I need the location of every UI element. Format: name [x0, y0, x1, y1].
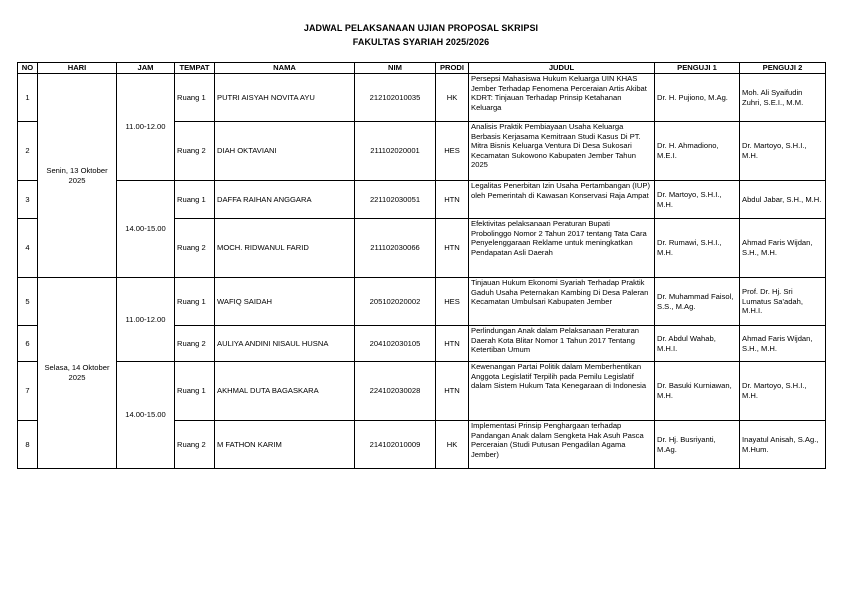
- room-cell: Ruang 2: [175, 421, 215, 469]
- examiner-1: Dr. Hj. Busriyanti, M.Ag.: [655, 421, 740, 469]
- examiner-2: Abdul Jabar, S.H., M.H.: [740, 181, 826, 219]
- study-program: HTN: [436, 181, 469, 219]
- examiner-2: Ahmad Faris Wijdan, S.H., M.H.: [740, 326, 826, 362]
- student-nim: 204102030105: [355, 326, 436, 362]
- student-name: DIAH OKTAVIANI: [215, 122, 355, 181]
- study-program: HK: [436, 74, 469, 122]
- row-no: 3: [18, 181, 38, 219]
- room-cell: Ruang 1: [175, 181, 215, 219]
- time-cell: 14.00-15.00: [117, 181, 175, 278]
- study-program: HTN: [436, 362, 469, 421]
- table-header-row: [18, 63, 826, 74]
- thesis-title: Analisis Praktik Pembiayaan Usaha Keluarga Berbasis Kerjasama Kemitraan Studi Kasus Di PT. Mitra Bisnis Keluarga Ventura Di Desa Sukosari Kecamatan Sukowono Kabupaten Jember Tahun 2025: [469, 122, 655, 181]
- column-header-hari: HARI: [38, 63, 117, 74]
- student-nim: 211102030066: [355, 219, 436, 278]
- room-cell: Ruang 1: [175, 74, 215, 122]
- examiner-1: Dr. Basuki Kurniawan, M.H.: [655, 362, 740, 421]
- examiner-2: Moh. Ali Syaifudin Zuhri, S.E.I., M.M.: [740, 74, 826, 122]
- table-row: [18, 181, 826, 219]
- student-name: M FATHON KARIM: [215, 421, 355, 469]
- examiner-2: Dr. Martoyo, S.H.I., M.H.: [740, 122, 826, 181]
- student-name: MOCH. RIDWANUL FARID: [215, 219, 355, 278]
- examiner-2: Inayatul Anisah, S.Ag., M.Hum.: [740, 421, 826, 469]
- row-no: 8: [18, 421, 38, 469]
- row-no: 1: [18, 74, 38, 122]
- student-nim: 205102020002: [355, 278, 436, 326]
- row-no: 6: [18, 326, 38, 362]
- student-nim: 214102010009: [355, 421, 436, 469]
- column-header-tempat: TEMPAT: [175, 63, 215, 74]
- time-cell: 14.00-15.00: [117, 362, 175, 469]
- examiner-2: Dr. Martoyo, S.H.I., M.H.: [740, 362, 826, 421]
- thesis-title: Implementasi Prinsip Penghargaan terhadap Pandangan Anak dalam Sengketa Hak Asuh Pasca Perceraian (Studi Putusan Pengadilan Agama Jember): [469, 421, 655, 469]
- examiner-1: Dr. Rumawi, S.H.I., M.H.: [655, 219, 740, 278]
- row-no: 2: [18, 122, 38, 181]
- room-cell: Ruang 1: [175, 278, 215, 326]
- examiner-1: Dr. Martoyo, S.H.I., M.H.: [655, 181, 740, 219]
- thesis-title: Efektivitas pelaksanaan Peraturan Bupati Probolinggo Nomor 2 Tahun 2017 tentang Tata Cara Penyelenggaraan Reklame untuk meningkatkan Pendapatan Asli Daerah: [469, 219, 655, 278]
- study-program: HES: [436, 122, 469, 181]
- column-header-jam: JAM: [117, 63, 175, 74]
- table-row: [18, 74, 826, 122]
- student-nim: 212102010035: [355, 74, 436, 122]
- examiner-2: Ahmad Faris Wijdan, S.H., M.H.: [740, 219, 826, 278]
- column-header-judul: JUDUL: [469, 63, 655, 74]
- examiner-1: Dr. H. Pujiono, M.Ag.: [655, 74, 740, 122]
- column-header-penguji1: PENGUJI 1: [655, 63, 740, 74]
- row-no: 7: [18, 362, 38, 421]
- student-nim: 211102020001: [355, 122, 436, 181]
- document-title: JADWAL PELAKSANAAN UJIAN PROPOSAL SKRIPSI: [303, 23, 539, 33]
- time-cell: 11.00-12.00: [117, 278, 175, 362]
- table-row: [18, 278, 826, 326]
- column-header-nama: NAMA: [215, 63, 355, 74]
- thesis-title: Persepsi Mahasiswa Hukum Keluarga UIN KHAS Jember Terhadap Fenomena Perceraian Artis Akibat KDRT: Tinjauan Terhadap Prinsip Ketahanan Keluarga: [469, 74, 655, 122]
- column-header-prodi: PRODI: [436, 63, 469, 74]
- room-cell: Ruang 2: [175, 122, 215, 181]
- thesis-title: Perlindungan Anak dalam Pelaksanaan Peraturan Daerah Kota Blitar Nomor 1 Tahun 2017 Tentang Ketertiban Umum: [469, 326, 655, 362]
- student-name: AKHMAL DUTA BAGASKARA: [215, 362, 355, 421]
- examiner-1: Dr. Muhammad Faisol, S.S., M.Ag.: [655, 278, 740, 326]
- student-name: PUTRI AISYAH NOVITA AYU: [215, 74, 355, 122]
- student-name: DAFFA RAIHAN ANGGARA: [215, 181, 355, 219]
- column-header-nim: NIM: [355, 63, 436, 74]
- study-program: HES: [436, 278, 469, 326]
- time-cell: 11.00-12.00: [117, 74, 175, 181]
- examiner-1: Dr. H. Ahmadiono, M.E.I.: [655, 122, 740, 181]
- examiner-1: Dr. Abdul Wahab, M.H.I.: [655, 326, 740, 362]
- room-cell: Ruang 2: [175, 219, 215, 278]
- study-program: HTN: [436, 326, 469, 362]
- schedule-table: [17, 62, 826, 469]
- column-header-no: NO: [18, 63, 38, 74]
- student-nim: 221102030051: [355, 181, 436, 219]
- table-row: [18, 362, 826, 421]
- student-name: AULIYA ANDINI NISAUL HUSNA: [215, 326, 355, 362]
- day-cell: Senin, 13 Oktober 2025: [38, 74, 117, 278]
- study-program: HTN: [436, 219, 469, 278]
- study-program: HK: [436, 421, 469, 469]
- document-subtitle: FAKULTAS SYARIAH 2025/2026: [352, 37, 490, 47]
- thesis-title: Tinjauan Hukum Ekonomi Syariah Terhadap Praktik Gaduh Usaha Peternakan Kambing Di Desa Paleran Kecamatan Umbulsari Kabupaten Jember: [469, 278, 655, 326]
- day-cell: Selasa, 14 Oktober 2025: [38, 278, 117, 469]
- student-nim: 224102030028: [355, 362, 436, 421]
- room-cell: Ruang 2: [175, 326, 215, 362]
- row-no: 4: [18, 219, 38, 278]
- room-cell: Ruang 1: [175, 362, 215, 421]
- thesis-title: Kewenangan Partai Politik dalam Memberhentikan Anggota Legislatif Terpilih pada Pemilu Legislatif dalam Sistem Hukum Tata Kenegaraan di Indonesia: [469, 362, 655, 421]
- examiner-2: Prof. Dr. Hj. Sri Lumatus Sa'adah, M.H.I.: [740, 278, 826, 326]
- thesis-title: Legalitas Penerbitan Izin Usaha Pertambangan (IUP) oleh Pemerintah di Kawasan Konservasi Raja Ampat: [469, 181, 655, 219]
- row-no: 5: [18, 278, 38, 326]
- column-header-penguji2: PENGUJI 2: [740, 63, 826, 74]
- student-name: WAFIQ SAIDAH: [215, 278, 355, 326]
